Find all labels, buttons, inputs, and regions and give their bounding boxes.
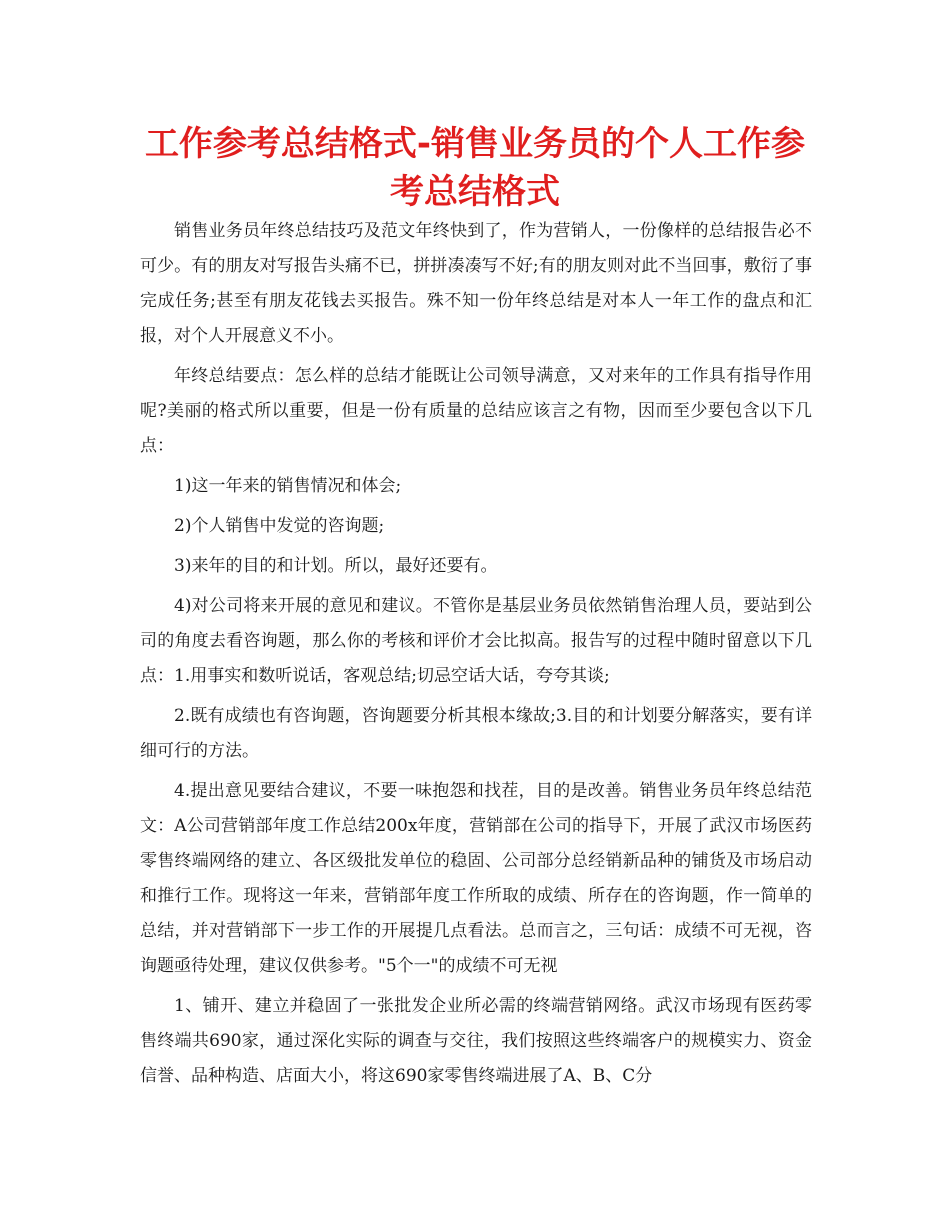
paragraph-point-3: 3)来年的目的和计划。所以，最好还要有。 [174,556,498,576]
paragraph-notes-2-3: 2.既有成绩也有咨询题，咨询题要分析其根本缘故;3.目的和计划要分解落实，要有详细可行的方法。 [140,706,812,761]
document-title: 工作参考总结格式-销售业务员的个人工作参考总结格式 [144,124,806,212]
paragraph-section-1: 1、铺开、建立并稳固了一张批发企业所必需的终端营销网络。武汉市场现有医药零售终端共690家，通过深化实际的调查与交往，我们按照这些终端客户的规模实力、资金信誉、品种构造、店面大小，将这690家零售终端进展了A、B、C分 [140,996,812,1086]
document-body [140,214,812,1099]
paragraph-point-1: 1)这一年来的销售情况和体会; [174,476,402,496]
paragraph-sample-report: 4.提出意见要结合建议，不要一味抱怨和找茬，目的是改善。销售业务员年终总结范文：A公司营销部年度工作总结200x年度，营销部在公司的指导下，开展了武汉市场医药零售终端网络的建立、各区级批发单位的稳固、公司部分总经销新品种的铺货及市场启动和推行工作。现将这一年来，营销部年度工作所取的成绩、所存在的咨询题，作一简单的总结，并对营销部下一步工作的开展提几点看法。总而言之，三句话：成绩不可无视，咨询题亟待处理，建议仅供参考。"5个一"的成绩不可无视 [140,781,812,976]
paragraph-point-2: 2)个人销售中发觉的咨询题; [174,516,385,536]
paragraph-point-4: 4)对公司将来开展的意见和建议。不管你是基层业务员依然销售治理人员，要站到公司的角度去看咨询题，那么你的考核和评价才会比拟高。报告写的过程中随时留意以下几点：1.用事实和数听说话，客观总结;切忌空话大话，夸夸其谈; [140,596,812,686]
paragraph-intro: 销售业务员年终总结技巧及范文年终快到了，作为营销人，一份像样的总结报告必不可少。有的朋友对写报告头痛不已，拼拼凑凑写不好;有的朋友则对此不当回事，敷衍了事完成任务;甚至有朋友花钱去买报告。殊不知一份年终总结是对本人一年工作的盘点和汇报，对个人开展意义不小。 [140,221,812,346]
paragraph-key-points: 年终总结要点：怎么样的总结才能既让公司领导满意，又对来年的工作具有指导作用呢?美丽的格式所以重要，但是一份有质量的总结应该言之有物，因而至少要包含以下几点： [140,366,812,456]
